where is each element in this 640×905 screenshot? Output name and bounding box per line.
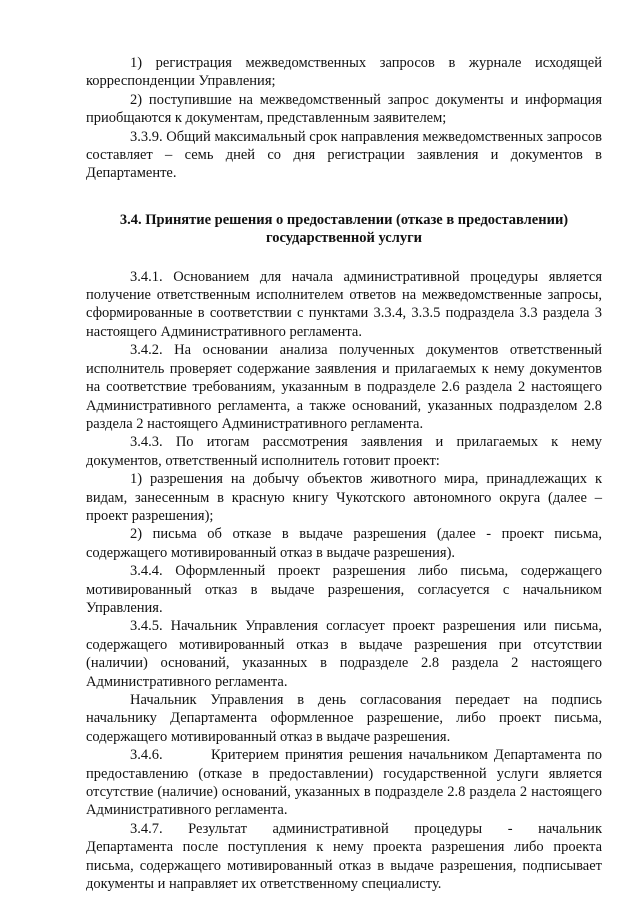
paragraph-3-4-5: 3.4.5. Начальник Управления согласует проект разрешения или письма, содержащего мотивированный отказ в выдаче разрешения при отсутствии (наличии) оснований, указанных в подразделе 2.8 раздела 2 настоящего Административного регламента.	[86, 618, 602, 690]
paragraph-3-4-2: 3.4.2. На основании анализа полученных документов ответственный исполнитель проверяет содержание заявления и прилагаемых к нему документов на соответствие требованиям, указанным в подразделе 2.6 раздела 2 настоящего Административного регламента, а также оснований, указанных подразделом 2.8 раздела 2 настоящего Административного регламента.	[86, 342, 602, 432]
paragraph-3-4-7: 3.4.7. Результат административной процедуры - начальник Департамента после поступления к нему проекта разрешения либо проекта письма, содержащего мотивированный отказ в выдаче разрешения, подписывает документы и направляет их ответственному специалисту.	[86, 820, 606, 893]
section-heading: 3.4. Принятие решения о предоставлении (отказе в предоставлении) государственной услуги	[119, 211, 569, 247]
paragraph-list-item-1: 1) разрешения на добычу объектов животного мира, принадлежащих к видам, занесенным в красную книгу Чукотского автономного округа (далее – проект разрешения);	[86, 471, 602, 524]
paragraph-intro-2: 2) поступившие на межведомственный запрос документы и информация приобщаются к документам, представленным заявителем;	[86, 91, 602, 127]
paragraph-head-approval: Начальник Управления в день согласования передает на подпись начальнику Департамента оформленное разрешение, либо проект письма, содержащего мотивированный отказ в выдаче разрешения.	[86, 692, 602, 745]
paragraph-3-4-3: 3.4.3. По итогам рассмотрения заявления и прилагаемых к нему документов, ответственный исполнитель готовит проект:	[86, 434, 602, 469]
spacer	[86, 183, 602, 211]
document-page	[86, 54, 606, 893]
spacer	[86, 248, 602, 268]
paragraph-3-3-9: 3.3.9. Общий максимальный срок направления межведомственных запросов составляет – семь дней со дня регистрации заявления и документов в Департаменте.	[86, 128, 602, 182]
paragraph-list-item-2: 2) письма об отказе в выдаче разрешения (далее - проект письма, содержащего мотивированный отказ в выдаче разрешения).	[86, 526, 602, 561]
paragraph-3-4-1: 3.4.1. Основанием для начала административной процедуры является получение ответственным исполнителем ответов на межведомственные запросы, сформированные в соответствии с пунктами 3.3.4, 3.3.5 подраздела 3.3 раздела 3 настоящего Административного регламента.	[86, 268, 602, 340]
paragraph-3-4-6: 3.4.6. Критерием принятия решения начальником Департамента по предоставлению (отказе в предоставлении) государственной услуги является отсутствие (наличие) оснований, указанных в подразделе 2.8 раздела 2 настоящего Административного регламента.	[86, 747, 606, 819]
paragraph-intro-1: 1) регистрация межведомственных запросов в журнале исходящей корреспонденции Управления;	[86, 55, 602, 90]
paragraph-3-4-4: 3.4.4. Оформленный проект разрешения либо письма, содержащего мотивированный отказ в выдаче разрешения, согласуется с начальником Управления.	[86, 563, 602, 616]
